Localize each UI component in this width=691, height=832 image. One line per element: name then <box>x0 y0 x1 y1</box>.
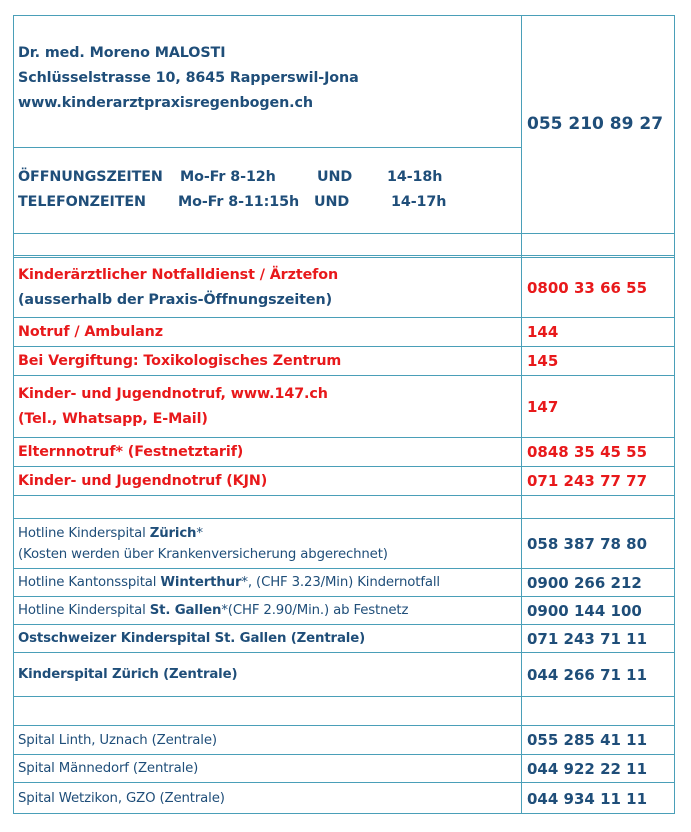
row-divider <box>13 696 675 697</box>
row-divider <box>13 147 522 148</box>
hospital-name: Winterthur <box>160 575 242 590</box>
emergency-phone-cell <box>527 258 673 317</box>
hospital-phone-cell <box>527 519 673 568</box>
regional-phone[interactable]: 055 285 41 11 <box>527 731 648 749</box>
row-divider <box>13 495 675 496</box>
regional-row-label <box>18 726 518 754</box>
hospital-row-label <box>18 653 518 696</box>
emergency-label: Kinder- und Jugendnotruf (KJN) <box>18 472 268 489</box>
phone-hours-and: UND <box>314 194 350 210</box>
hospital-phone-cell <box>527 653 673 696</box>
opening-hours-morning: Mo-Fr 8-12h <box>180 169 276 185</box>
hospital-suffix: *(CHF 2.90/Min.) ab Festnetz <box>221 603 409 618</box>
hospital-row-label <box>18 625 518 652</box>
opening-hours-row <box>18 165 518 190</box>
emergency-row-label <box>18 438 518 466</box>
hospital-phone-cell <box>527 569 673 596</box>
hospital-phone-cell <box>527 625 673 652</box>
emergency-phone[interactable]: 0848 35 45 55 <box>527 443 648 461</box>
practice-website[interactable]: www.kinderarztpraxisregenbogen.ch <box>18 95 313 111</box>
phone-hours-afternoon: 14-17h <box>391 194 447 210</box>
hospital-label: Hotline Kinderspital <box>18 603 150 618</box>
hospital-row-label <box>18 569 518 596</box>
hospital-suffix: *, (CHF 3.23/Min) Kindernotfall <box>241 575 440 590</box>
contact-table <box>13 15 675 814</box>
hospital-name: Zürich <box>149 525 197 541</box>
emergency-phone-cell <box>527 438 673 466</box>
emergency-phone-cell <box>527 347 673 375</box>
phone-hours-label: TELEFONZEITEN <box>18 194 146 210</box>
practice-info <box>18 41 518 121</box>
emergency-row-label <box>18 347 518 375</box>
hospital-row-label <box>18 519 518 568</box>
regional-phone-cell <box>527 783 673 814</box>
regional-phone-cell <box>527 726 673 754</box>
hospital-phone[interactable]: 0900 144 100 <box>527 601 642 620</box>
emergency-label: Notruf / Ambulanz <box>18 323 163 340</box>
emergency-phone-cell <box>527 318 673 346</box>
emergency-phone[interactable]: 0800 33 66 55 <box>527 278 648 297</box>
regional-label: Spital Linth, Uznach (Zentrale) <box>18 732 217 748</box>
emergency-row-label <box>18 318 518 346</box>
hospital-phone[interactable]: 058 387 78 80 <box>527 534 648 553</box>
emergency-label: Bei Vergiftung: Toxikologisches Zentrum <box>18 352 342 369</box>
emergency-note: (ausserhalb der Praxis-Öffnungszeiten) <box>18 291 332 308</box>
hospital-phone[interactable]: 044 266 71 11 <box>527 665 648 684</box>
hospital-name: St. Gallen <box>149 603 222 618</box>
practice-address: Schlüsselstrasse 10, 8645 Rapperswil-Jona <box>18 70 359 86</box>
emergency-row-label <box>18 467 518 495</box>
hospital-suffix: * <box>196 525 203 541</box>
regional-phone-cell <box>527 755 673 782</box>
practice-phone-cell <box>527 15 673 233</box>
regional-label: Spital Wetzikon, GZO (Zentrale) <box>18 791 225 806</box>
opening-hours-label: ÖFFNUNGSZEITEN <box>18 169 163 185</box>
hospital-name: Ostschweizer Kinderspital St. Gallen (Zentrale) <box>18 631 365 646</box>
regional-row-label <box>18 755 518 782</box>
opening-hours-afternoon: 14-18h <box>387 169 443 185</box>
emergency-label: Kinder- und Jugendnotruf, www.147.ch <box>18 385 328 402</box>
phone-hours-morning: Mo-Fr 8-11:15h <box>178 194 300 210</box>
hospital-label: Hotline Kantonsspital <box>18 575 161 590</box>
hospital-phone-cell <box>527 597 673 624</box>
emergency-phone-cell <box>527 467 673 495</box>
column-divider <box>521 15 522 814</box>
regional-label: Spital Männedorf (Zentrale) <box>18 761 199 776</box>
doctor-name: Dr. med. Moreno MALOSTI <box>18 45 226 61</box>
hours-block <box>18 165 518 219</box>
regional-phone[interactable]: 044 922 22 11 <box>527 759 648 778</box>
hospital-note: (Kosten werden über Krankenversicherung abgerechnet) <box>18 546 388 562</box>
emergency-row-label <box>18 258 518 317</box>
emergency-row-label <box>18 376 518 437</box>
emergency-phone[interactable]: 147 <box>527 397 559 416</box>
hospital-name: Kinderspital Zürich (Zentrale) <box>18 667 238 682</box>
regional-row-label <box>18 783 518 814</box>
hospital-label: Hotline Kinderspital <box>18 525 150 541</box>
phone-hours-row <box>18 190 518 215</box>
hospital-phone[interactable]: 071 243 71 11 <box>527 629 648 648</box>
hospital-phone[interactable]: 0900 266 212 <box>527 573 642 592</box>
emergency-label: Kinderärztlicher Notfalldienst / Ärztefon <box>18 266 339 283</box>
emergency-note: (Tel., Whatsapp, E-Mail) <box>18 410 208 427</box>
emergency-phone[interactable]: 071 243 77 77 <box>527 472 648 490</box>
emergency-phone[interactable]: 145 <box>527 352 559 370</box>
emergency-phone[interactable]: 144 <box>527 323 559 341</box>
emergency-label: Elternnotruf* (Festnetztarif) <box>18 443 244 460</box>
emergency-phone-cell <box>527 376 673 437</box>
hospital-row-label <box>18 597 518 624</box>
practice-phone[interactable]: 055 210 89 27 <box>527 114 664 134</box>
regional-phone[interactable]: 044 934 11 11 <box>527 789 648 808</box>
row-divider <box>13 233 675 234</box>
opening-hours-and: UND <box>317 169 353 185</box>
